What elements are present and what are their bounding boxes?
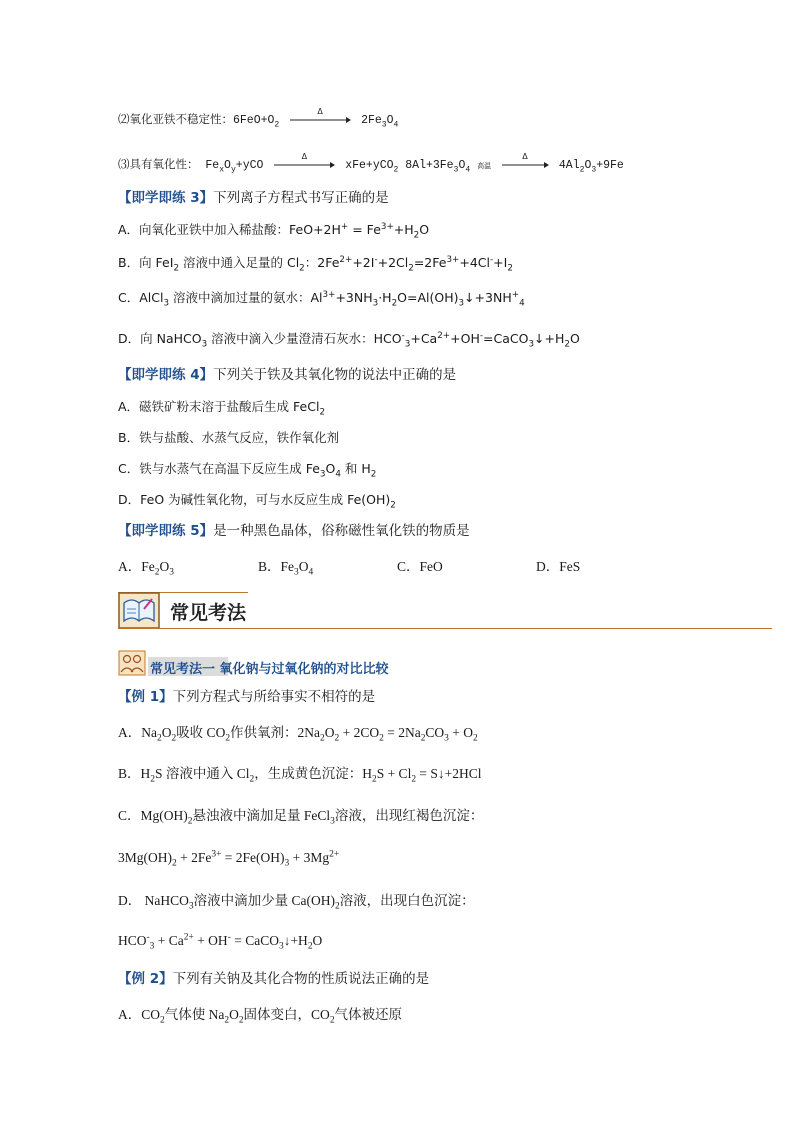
practice4-option-d: D．FeO 为碱性氧化物，可与水反应生成 $Fe(OH)_2$ [118,492,396,511]
section-title: 常见考法 [170,602,247,624]
example1-option-c-equation: $3Mg(OH)_2 + 2Fe^{3+} = 2Fe(OH)_3 + 3Mg^{2+}$ [118,849,340,869]
practice5-heading: 【即学即练 5】是一种黑色晶体，俗称磁性氧化铁的物质是 [118,523,470,539]
practice5-option-b: B．$Fe_3O_4$ [258,559,314,578]
practice3-option-c: C．AlCl$_3$ 溶液中滴加过量的氨水：$Al^{3+}+3NH_3\cdot H_2O=Al(OH)_3↓+3NH^+_4$ [118,289,525,309]
example2-heading: 【例 2】下列有关钠及其化合物的性质说法正确的是 [118,971,430,987]
example1-option-a: A．$Na_2O_2$吸收 $CO_2$作供氧剂：$2Na_2O_2 + 2CO_2 = 2Na_2CO_3 + O_2$ [118,725,478,744]
example1-option-d-equation: $HCO^-_3 + Ca^{2+} + OH^-$ = $CaCO_3↓+H_2O$ [118,932,323,952]
example1-heading: 【例 1】下列方程式与所给事实不相符的是 [118,689,376,705]
right-arrow-icon [272,157,336,173]
example2-option-a: A．$CO_2$气体使 $Na_2O_2$固体变白，$CO_2$气体被还原 [118,1007,403,1026]
subsection-icon [118,650,146,676]
practice5-option-a: A．$Fe_2O_3$ [118,559,174,578]
practice3-option-d: D．向 NaHCO$_3$ 溶液中滴入少量澄清石灰水：$HCO^-_3+Ca^{2+}+OH^-=CaCO_3↓+H_2O$ [118,330,580,350]
practice5-option-c: C．FeO [397,559,443,574]
example1-option-b: B．$H_2S$ 溶液中通入 $Cl_2$，生成黄色沉淀：$H_2S + Cl_2$ = S↓+2HCl [118,766,482,785]
practice3-heading: 【即学即练 3】下列离子方程式书写正确的是 [118,190,389,206]
example1-option-c: C．$Mg(OH)_2$悬浊液中滴加足量 FeCl$_3$溶液，出现红褐色沉淀： [118,808,484,827]
section-rule [118,628,772,629]
right-arrow-icon [500,157,550,173]
practice3-option-a: A．向氧化亚铁中加入稀盐酸：$FeO+2H^+ = Fe^{3+}+H_2O$ [118,221,430,241]
practice4-heading: 【即学即练 4】下列关于铁及其氧化物的说法中正确的是 [118,367,457,383]
book-icon [118,591,160,631]
high-temp-arrow: Δ [500,157,550,173]
right-arrow-icon [288,112,352,128]
subsection-title: 常见考法一 氧化钠与过氧化钠的对比比较 [150,662,389,677]
practice5-option-d: D．FeS [536,559,581,574]
oxidizing-property-line: ⑶具有氧化性： $Fe_xO_y+yCO$ Δ xFe+yCO$_2$ $8Al+3Fe_3O_4$ 高温 Δ $4Al_2O_3+9Fe$ [118,152,624,175]
example1-option-d: D． NaHCO$_3$溶液中滴加少量 $Ca(OH)_2$溶液，出现白色沉淀： [118,893,475,912]
practice4-option-b: B．铁与盐酸、水蒸气反应，铁作氧化剂 [118,430,340,445]
practice4-option-a: A．磁铁矿粉末溶于盐酸后生成 FeCl$_2$ [118,399,326,418]
oxidation-instability-line: ⑵氧化亚铁不稳定性：$6FeO+O_2$ Δ $2Fe_3O_4$ [118,107,399,130]
heating-arrow: Δ [288,112,352,128]
practice4-option-c: C．铁与水蒸气在高温下反应生成 $Fe_3O_4$ 和 $H_2$ [118,461,377,480]
heating-arrow: Δ [272,157,336,173]
teacher-icon [118,650,146,676]
practice3-option-b: B．向 FeI$_2$ 溶液中通入足量的 $Cl_2$：$2Fe^{2+}+2I^-+2Cl_2=2Fe^{3+}+4Cl^-+I_2$ [118,254,513,274]
